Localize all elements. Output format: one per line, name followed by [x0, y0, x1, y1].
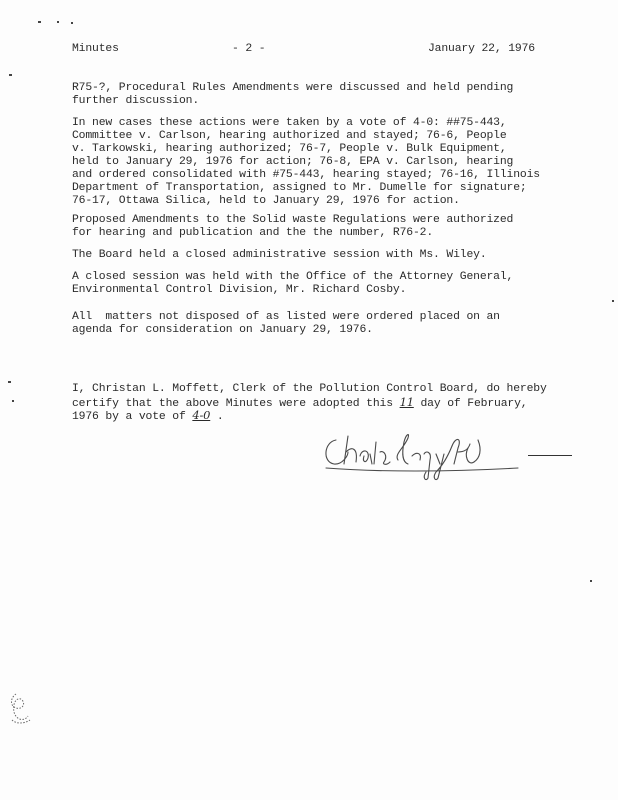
- certification-line-2-pre: certify that the above Minutes were adopted this: [72, 398, 400, 410]
- certification-line-3-pre: 1976 by a vote of: [72, 411, 193, 423]
- paragraph-procedural-rules: R75-?, Procedural Rules Amendments were discussed and held pending further discussion.: [72, 82, 514, 107]
- handwritten-signature: [318, 426, 528, 486]
- scan-speck: [8, 381, 11, 383]
- handwritten-vote: 4-0: [192, 408, 211, 422]
- header-date: January 22, 1976: [428, 43, 535, 55]
- scan-speck: [38, 21, 41, 23]
- certification-line-3: [72, 409, 572, 424]
- page-number: - 2 -: [232, 43, 266, 55]
- header-minutes: Minutes: [72, 43, 119, 55]
- certification-line-3-post: .: [210, 411, 224, 423]
- handwritten-day: 11: [399, 395, 414, 409]
- paragraph-closed-admin-session: The Board held a closed administrative session with Ms. Wiley.: [72, 249, 487, 261]
- certification-line-2-post: day of February,: [413, 398, 528, 410]
- scan-speck: [590, 580, 592, 582]
- scan-speck: [57, 21, 59, 23]
- paragraph-proposed-amendments: Proposed Amendments to the Solid waste Regulations were authorized for hearing and publication and the the number, R76-2.: [72, 214, 514, 239]
- paragraph-closed-session-attorney: A closed session was held with the Office of the Attorney General, Environmental Control Division, Mr. Richard Cosby.: [72, 271, 514, 296]
- paragraph-matters-not-disposed: All matters not disposed of as listed were ordered placed on an agenda for consideration on January 29, 1976.: [72, 311, 500, 336]
- scan-speck: [9, 74, 12, 76]
- certification-line-1: I, Christan L. Moffett, Clerk of the Pollution Control Board, do hereby: [72, 383, 547, 395]
- signature-line: [528, 455, 572, 456]
- paragraph-new-cases: In new cases these actions were taken by a vote of 4-0: ##75-443, Committee v. Carlson, hearing authorized and stayed; 76-6, People v. Tarkowski, hearing authorized; 76-7, People v. Bulk Equipment, held to January 29, 1976 for action; 76-8, EPA v. Carlson, hearing and ordered consolidated with #75-443, hearing stayed; 76-16, Illinois Department of Transportation, assigned to Mr. Dumelle for signature; 76-17, Ottawa Silica, held to January 29, 1976 for action.: [72, 117, 540, 207]
- scan-speck: [612, 300, 614, 302]
- margin-handwritten-mark: [6, 690, 34, 726]
- scan-speck: [71, 22, 73, 24]
- scan-speck: [12, 400, 14, 402]
